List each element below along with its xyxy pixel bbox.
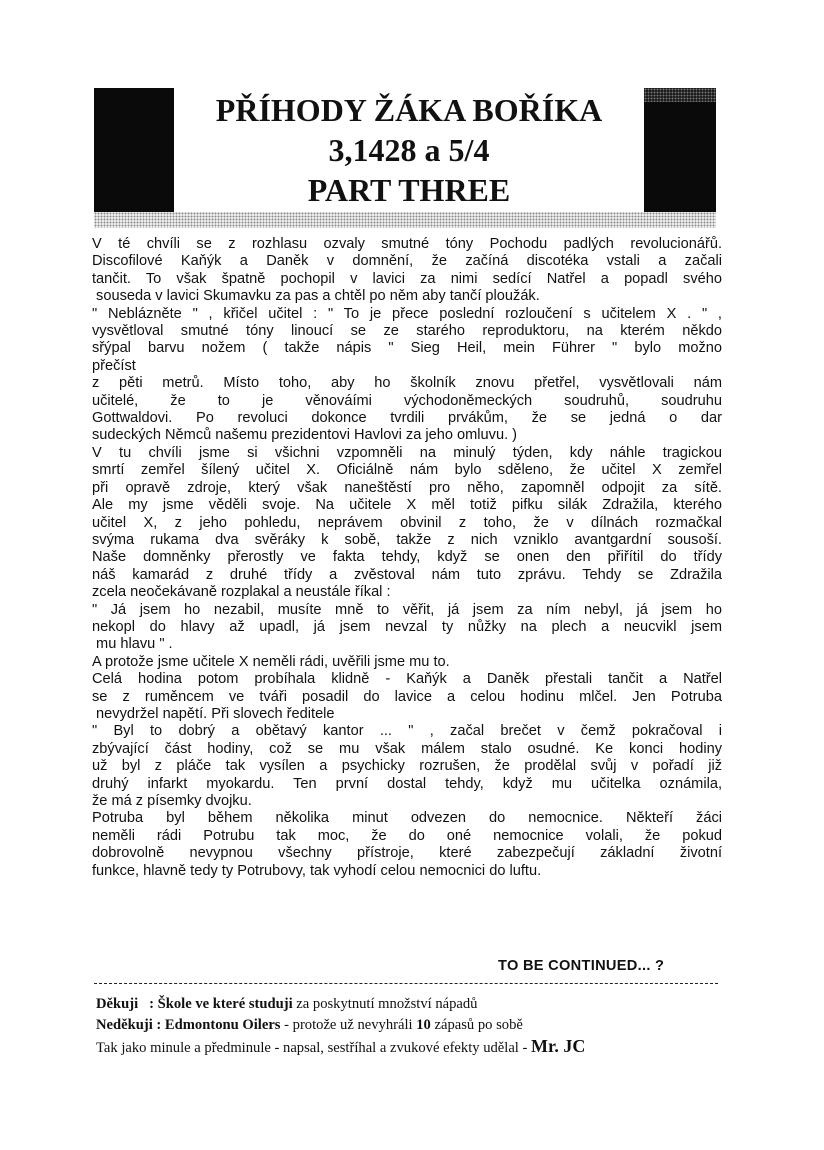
to-be-continued: TO BE CONTINUED... ? <box>498 958 665 974</box>
credits-line <box>96 1036 726 1059</box>
body-line: z pěti metrů. Místo toho, aby ho školník znovu přetřel, vysvětlovali nám <box>92 375 722 392</box>
banner-dot-pattern-bottom <box>94 212 716 228</box>
body-line: smrtí zemřel šílený učitel X. Oficiálně nám bylo sděleno, že učitel X zemřel <box>92 462 722 479</box>
banner-right-block <box>644 88 716 212</box>
nothanks-line <box>96 1015 726 1036</box>
body-line: Potruba byl během několika minut odvezen do nemocnice. Někteří žáci <box>92 810 722 827</box>
body-line: přečíst <box>92 357 136 374</box>
body-line: učitel X, z jeho pohledu, neprávem obvinil z toho, že v dílnách rozmačkal <box>92 514 722 531</box>
thanks-line <box>96 994 726 1015</box>
thanks-rest: za poskytnutí množství nápadů <box>296 996 478 1012</box>
body-line: učitelé, že to je věnováími východoněmeckých soudruhů, soudruhu <box>92 392 722 409</box>
body-line: se z ruměncem ve tváři posadil do lavice a celou hodinu mlčel. Jen Potruba <box>92 688 722 705</box>
body-line: druhý infarkt myokardu. Ten první dostal tehdy, když mu učitelka oznámila, <box>92 775 722 792</box>
body-line: Naše domněnky přerostly ve fakta tehdy, když se onen den přiřítil do třídy <box>92 549 722 566</box>
title-line-1: PŘÍHODY ŽÁKA BOŘÍKA <box>215 92 603 128</box>
footer-credits <box>96 994 726 1059</box>
body-line: svýma rukama dva svěráky k sobě, takže z nich vzniklo avantgardní sousoší. <box>92 531 722 548</box>
body-line: souseda v lavici Skumavku za pas a chtěl po něm aby tančí ploužák. <box>92 288 540 305</box>
body-line: funkce, hlavně tedy ty Potrubovy, tak vyhodí celou nemocnici do luftu. <box>92 862 542 879</box>
body-line: vysvětloval smutné tóny linoucí se ze starého reproduktoru, na kterém někdo <box>92 323 722 340</box>
body-line: Ale my jsme věděli svoje. Na učitele X měl totiž pifku silák Zdražila, kterého <box>92 497 722 514</box>
title-line-3: PART THREE <box>307 172 511 208</box>
body-line: zbývající část hodiny, což se mu však málem stalo osudné. Ke konci hodiny <box>92 740 722 757</box>
body-line: " Neblázněte " , křičel učitel : " To je přece poslední rozloučení s učitelem X . " , <box>92 305 722 322</box>
body-line: " Já jsem ho nezabil, musíte mně to věřit, já jsem za ním nebyl, já jsem ho <box>92 601 722 618</box>
thanks-target: : Škole ve které studuji <box>149 996 293 1012</box>
body-line: nekopl do hlavy až upadl, já jsem nevzal ty nůžky na plech a neucvikl jsem <box>92 618 722 635</box>
credits-author: Mr. JC <box>531 1036 586 1056</box>
body-line: mu hlavu " . <box>92 636 173 653</box>
credits-text: Tak jako minule a předminule - napsal, sestříhal a zvukové efekty udělal - <box>96 1040 528 1056</box>
banner-left-block <box>94 88 174 212</box>
body-line: tančit. To však špatně pochopil v lavici za nimi sedící Natřel a popadl svého <box>92 270 722 287</box>
nothanks-target: : Edmontonu Oilers <box>156 1017 281 1033</box>
story-body <box>92 236 722 880</box>
body-line: sudeckých Němců našemu prezidentovi Havlovi za jeho omluvu. ) <box>92 427 518 444</box>
body-line: neměli rádi Potrubu tak moc, že do oné nemocnice volali, že pokud <box>92 827 722 844</box>
body-line: Gottwaldovi. Po revoluci dokonce tvrdili prvákům, že se jedná o dar <box>92 410 722 427</box>
body-line: Celá hodina potom probíhala klidně - Kaňýk a Daněk přestali tančit a Natřel <box>92 671 722 688</box>
dashed-separator <box>94 983 718 984</box>
thanks-label: Děkuji <box>96 996 139 1012</box>
body-line: " Byl to dobrý a obětavý kantor ... " , začal brečet v čemž pokračoval i <box>92 723 722 740</box>
title-banner <box>94 88 716 228</box>
body-line: sřýpal barvu nožem ( takže nápis " Sieg Heil, mein Führer " bylo možno <box>92 340 722 357</box>
body-line: dobrovolně nevypnou všechny přístroje, které zabezpečují základní životní <box>92 845 722 862</box>
nothanks-rest-1: - protože už nevyhráli <box>284 1017 413 1033</box>
page-title <box>174 90 644 210</box>
body-line: A protože jsme učitele X neměli rádi, uvěřili jsme mu to. <box>92 653 450 670</box>
body-line: že má z písemky dvojku. <box>92 793 252 809</box>
body-line: náš kamarád z druhé třídy a zvěstoval nám tuto zprávu. Tehdy se Zdražila <box>92 566 722 583</box>
body-line: V té chvíli se z rozhlasu ozvaly smutné tóny Pochodu padlých revolucionářů. <box>92 236 722 252</box>
body-line: V tu chvíli jsme si všichni vzpomněli na minulý týden, kdy náhle tragickou <box>92 444 722 461</box>
body-line: Discofilové Kaňýk a Daněk v domnění, že začíná discotéka vstali a začali <box>92 253 722 270</box>
body-line: zcela neočekávaně rozplakal a neustále říkal : <box>92 584 391 601</box>
nothanks-rest-2: zápasů po sobě <box>434 1017 523 1033</box>
body-line: při opravě zdroje, který však naneštěstí pro něho, zapomněl odpojit za sítě. <box>92 479 722 496</box>
banner-dot-pattern-top <box>644 88 716 102</box>
title-line-2: 3,1428 a 5/4 <box>328 132 490 168</box>
nothanks-number: 10 <box>416 1017 431 1033</box>
nothanks-label: Neděkuji <box>96 1017 153 1033</box>
body-line: nevydržel napětí. Při slovech ředitele <box>92 705 335 722</box>
body-line: už byl z pláče tak vysílen a psychicky rozrušen, že prodělal svůj v pořadí již <box>92 758 722 775</box>
